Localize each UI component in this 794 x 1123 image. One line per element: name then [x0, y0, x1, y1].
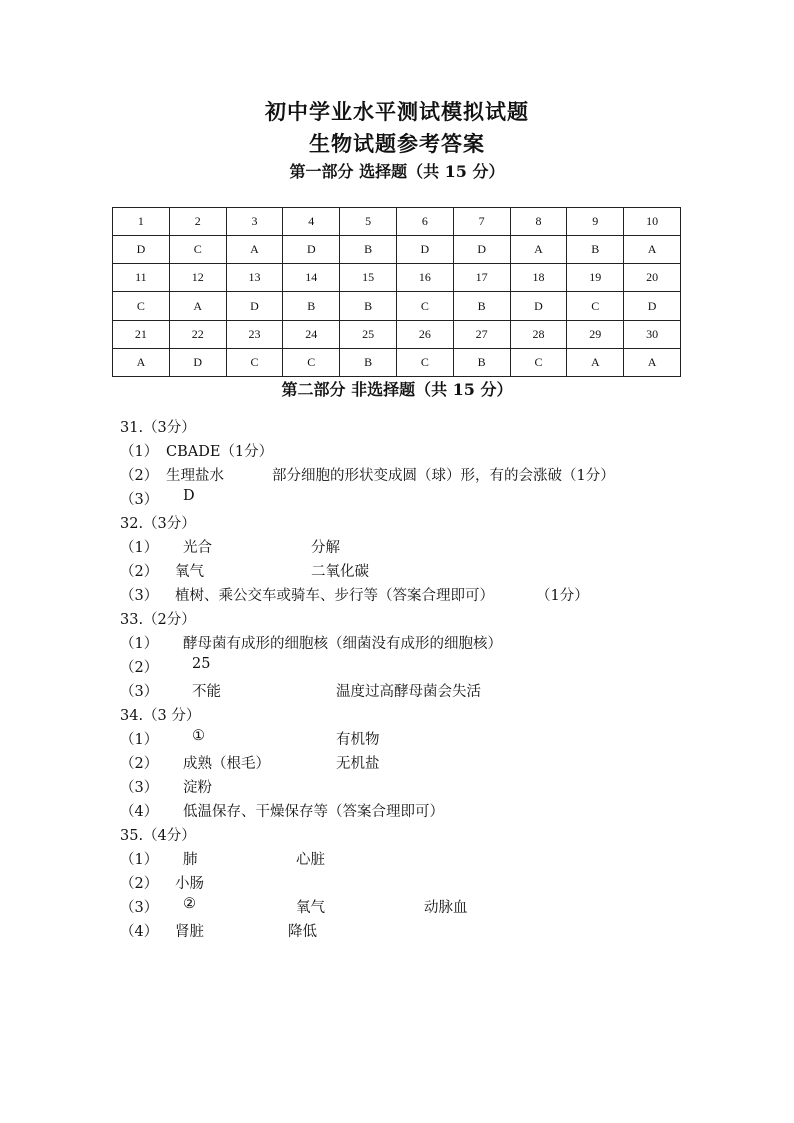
answer-row	[113, 348, 681, 376]
q33-l2-answer: 25	[192, 656, 211, 672]
answer-cell: C	[283, 348, 340, 376]
q35-l4-answer-b: 降低	[288, 924, 317, 940]
q35-l1-answer-b: 心脏	[296, 852, 325, 868]
answer-table	[112, 207, 681, 377]
part1-heading: 第一部分 选择题（共 15 分）	[289, 162, 505, 181]
q34-l1-no: （1）	[120, 732, 159, 748]
exam-title: 初中学业水平测试模拟试题	[265, 99, 529, 124]
answer-cell: C	[567, 292, 624, 320]
answer-cell: C	[226, 348, 283, 376]
q34-l4-answer: 低温保存、干燥保存等（答案合理即可）	[183, 804, 444, 820]
q31-l2-answer-a: 生理盐水	[166, 468, 224, 484]
question-number-cell: 13	[226, 264, 283, 292]
answer-cell: A	[169, 292, 226, 320]
q33-l1-answer: 酵母菌有成形的细胞核（细菌没有成形的细胞核）	[183, 636, 502, 652]
q34-l1-answer-b: 有机物	[336, 732, 380, 748]
question-number-row	[113, 208, 681, 236]
question-number-cell: 29	[567, 320, 624, 348]
q31-l1-answer: CBADE（1分）	[166, 444, 274, 460]
question-number-cell: 25	[340, 320, 397, 348]
q34-l2-answer-b: 无机盐	[336, 756, 380, 772]
question-number-cell: 14	[283, 264, 340, 292]
q32-l1-answer-b: 分解	[311, 540, 340, 556]
question-number-row	[113, 264, 681, 292]
q32-l1-answer-a: 光合	[183, 540, 212, 556]
question-number-cell: 9	[567, 208, 624, 236]
answer-cell: B	[453, 348, 510, 376]
question-number-cell: 10	[624, 208, 681, 236]
answer-cell: A	[510, 236, 567, 264]
q33-l2-no: （2）	[120, 660, 159, 676]
q35-l1-no: （1）	[120, 852, 159, 868]
answer-cell: B	[453, 292, 510, 320]
q35-l4-no: （4）	[120, 924, 159, 940]
question-number-cell: 12	[169, 264, 226, 292]
q31-l3-answer: D	[183, 488, 195, 504]
answer-cell: B	[567, 236, 624, 264]
q32-l3-answer-b: （1分）	[536, 588, 589, 604]
answer-cell: D	[396, 236, 453, 264]
question-number-cell: 27	[453, 320, 510, 348]
answer-cell: D	[283, 236, 340, 264]
q34-l3-answer: 淀粉	[183, 780, 212, 796]
answer-cell: D	[510, 292, 567, 320]
answer-cell: C	[510, 348, 567, 376]
q35-l4-answer-a: 肾脏	[175, 924, 204, 940]
question-number-cell: 16	[396, 264, 453, 292]
part2-heading: 第二部分 非选择题（共 15 分）	[281, 380, 513, 399]
q35-l1-answer-a: 肺	[183, 852, 198, 868]
answer-row	[113, 236, 681, 264]
question-number-row	[113, 320, 681, 348]
answer-cell: D	[169, 348, 226, 376]
answer-cell: A	[113, 348, 170, 376]
question-number-cell: 21	[113, 320, 170, 348]
answer-cell: B	[340, 348, 397, 376]
q32-l3-no: （3）	[120, 588, 159, 604]
q32-l2-no: （2）	[120, 564, 159, 580]
q31-l2-no: （2）	[120, 468, 159, 484]
question-number-cell: 3	[226, 208, 283, 236]
q35-l2-no: （2）	[120, 876, 159, 892]
question-number-cell: 11	[113, 264, 170, 292]
question-number-cell: 15	[340, 264, 397, 292]
q34-l2-no: （2）	[120, 756, 159, 772]
answer-cell: C	[396, 292, 453, 320]
answer-key-title: 生物试题参考答案	[309, 131, 485, 156]
q31-l1-no: （1）	[120, 444, 159, 460]
answer-cell: A	[624, 348, 681, 376]
q31-l2-answer-b: 部分细胞的形状变成圆（球）形，有的会涨破（1分）	[272, 468, 615, 484]
q33-l1-no: （1）	[120, 636, 159, 652]
q32-l1-no: （1）	[120, 540, 159, 556]
answer-cell: C	[396, 348, 453, 376]
q32-l2-answer-a: 氧气	[175, 564, 204, 580]
answer-cell: A	[226, 236, 283, 264]
question-number-cell: 7	[453, 208, 510, 236]
question-number-cell: 26	[396, 320, 453, 348]
q32-l3-answer-a: 植树、乘公交车或骑车、步行等（答案合理即可）	[175, 588, 494, 604]
answer-cell: D	[226, 292, 283, 320]
q31-l3-no: （3）	[120, 492, 159, 508]
answer-cell: D	[113, 236, 170, 264]
q32-l2-answer-b: 二氧化碳	[311, 564, 369, 580]
answer-cell: B	[340, 236, 397, 264]
q33-l3-answer-a: 不能	[192, 684, 221, 700]
question-number-cell: 24	[283, 320, 340, 348]
q35-l3-answer-b: 氧气	[296, 900, 325, 916]
question-number-cell: 2	[169, 208, 226, 236]
answer-cell: A	[567, 348, 624, 376]
q34-l1-answer-a: ①	[192, 728, 205, 744]
question-number-cell: 18	[510, 264, 567, 292]
question-number-cell: 20	[624, 264, 681, 292]
question-number-cell: 17	[453, 264, 510, 292]
answer-cell: C	[169, 236, 226, 264]
answer-cell: A	[624, 236, 681, 264]
question-number-cell: 19	[567, 264, 624, 292]
q35-l3-answer-a: ②	[183, 896, 196, 912]
question-number-cell: 8	[510, 208, 567, 236]
answer-cell: D	[624, 292, 681, 320]
q34-l2-answer-a: 成熟（根毛）	[183, 756, 270, 772]
answer-cell: B	[340, 292, 397, 320]
answer-cell: C	[113, 292, 170, 320]
q35-l3-no: （3）	[120, 900, 159, 916]
q34-l3-no: （3）	[120, 780, 159, 796]
answer-row	[113, 292, 681, 320]
q34-l4-no: （4）	[120, 804, 159, 820]
question-number-cell: 6	[396, 208, 453, 236]
question-number-cell: 30	[624, 320, 681, 348]
question-number-cell: 1	[113, 208, 170, 236]
q33-l3-answer-b: 温度过高酵母菌会失活	[336, 684, 481, 700]
q33-l3-no: （3）	[120, 684, 159, 700]
answer-cell: B	[283, 292, 340, 320]
question-number-cell: 22	[169, 320, 226, 348]
question-number-cell: 23	[226, 320, 283, 348]
question-number-cell: 4	[283, 208, 340, 236]
question-number-cell: 28	[510, 320, 567, 348]
question-number-cell: 5	[340, 208, 397, 236]
answer-cell: D	[453, 236, 510, 264]
q35-l2-answer: 小肠	[175, 876, 204, 892]
q35-l3-answer-c: 动脉血	[424, 900, 468, 916]
